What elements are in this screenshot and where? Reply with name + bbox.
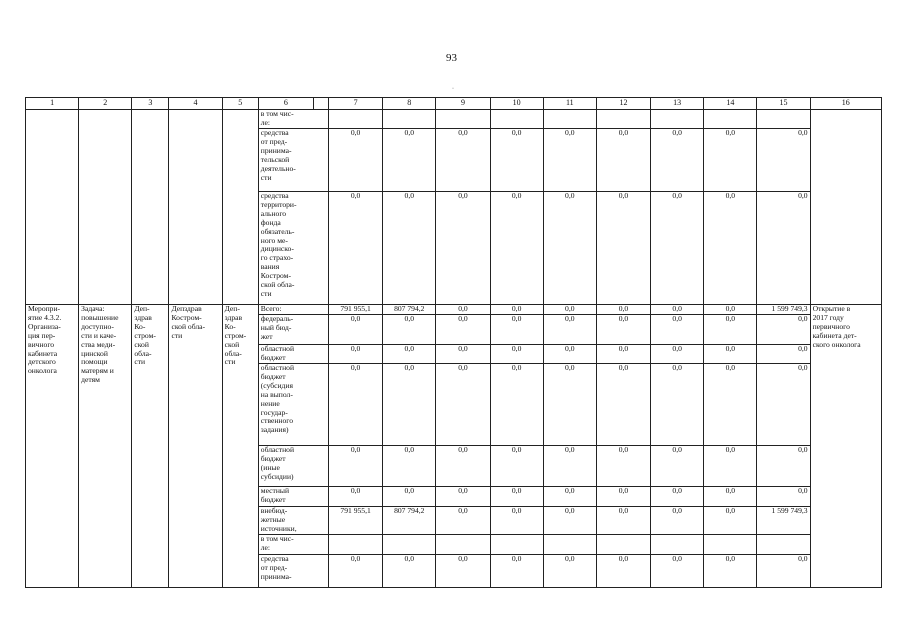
value-cell: 0,0 (329, 555, 383, 588)
cell-line: стром- (224, 330, 247, 340)
value-cell: 0,0 (596, 507, 650, 535)
value-cell: 0,0 (757, 345, 810, 364)
value-cell (757, 110, 810, 129)
value-cell: 0,0 (383, 129, 436, 192)
value-cell: 0,0 (543, 192, 596, 305)
value-cell: 0,0 (596, 345, 650, 364)
column-header: 9 (436, 98, 490, 110)
value-cell: 0,0 (757, 192, 810, 305)
value-cell: 0,0 (596, 364, 650, 446)
scan-dot: · (452, 86, 454, 92)
value-cell: 0,0 (490, 192, 543, 305)
blank-cell (169, 110, 222, 305)
cell-line: ле: (260, 542, 271, 552)
blank-cell (79, 110, 132, 305)
cell-line: бюджет (260, 352, 286, 362)
cell-line: ле: (260, 117, 271, 127)
value-cell: 791 955,1 (329, 507, 383, 535)
cell-line: Костром- (171, 312, 202, 322)
cell-line: ный бюд- (260, 322, 292, 332)
cell-line: обла- (224, 348, 242, 358)
row-label (258, 364, 328, 446)
cell-line: ственного (260, 416, 294, 426)
row-label (258, 446, 328, 487)
value-cell: 1 599 749,3 (757, 507, 810, 535)
cell-line: принима- (260, 571, 292, 581)
value-cell: 0,0 (383, 555, 436, 588)
row-label (258, 555, 328, 588)
cell-line: Костром- (260, 271, 292, 281)
value-cell: 0,0 (329, 315, 383, 345)
cell-line: ской (224, 339, 240, 349)
cell-line: средства (260, 554, 289, 563)
cell-line: средства (260, 191, 289, 200)
cell-line: нение (260, 398, 280, 408)
cell-line: областной (260, 363, 295, 372)
cell-line: Ко- (134, 321, 146, 331)
cell-line: доступно- (81, 321, 114, 331)
row-label (258, 535, 328, 555)
column-header: 14 (704, 98, 757, 110)
value-cell: 0,0 (704, 345, 757, 364)
cell-line: повышение (81, 312, 119, 322)
column-header: 12 (596, 98, 650, 110)
cell-line: принима- (260, 145, 292, 155)
cell-line: обязатель- (260, 226, 295, 236)
cell-line: от пред- (260, 136, 288, 146)
blank-cell (222, 110, 258, 305)
cell-line: субсидии) (260, 471, 294, 481)
cell-line: онколога (28, 366, 57, 376)
cell-line: здрав (224, 312, 243, 322)
column-header: 11 (543, 98, 596, 110)
cell-line: кабинета дет- (812, 330, 857, 340)
value-cell: 0,0 (543, 305, 596, 315)
cell-line: ятие 4.3.2. (28, 312, 62, 322)
budget-table (25, 97, 882, 588)
cell-line: фонда (260, 217, 281, 227)
value-cell: 0,0 (490, 315, 543, 345)
value-cell: 0,0 (436, 446, 490, 487)
value-cell: 0,0 (704, 305, 757, 315)
value-cell: 0,0 (490, 305, 543, 315)
cell-line: Задача: (81, 304, 105, 313)
cell-line: жетные (260, 514, 286, 524)
cell-line: тельской (260, 154, 290, 164)
value-cell: 807 794,2 (383, 305, 436, 315)
row-label (258, 345, 328, 364)
value-cell (596, 110, 650, 129)
cell-line: территори- (260, 199, 297, 209)
value-cell: 0,0 (436, 315, 490, 345)
value-cell: 0,0 (383, 315, 436, 345)
cell-line: (субсидия (260, 380, 293, 390)
cell-line: кабинета (28, 348, 58, 358)
row-label (258, 192, 328, 305)
cell-line: го страхо- (260, 253, 294, 263)
value-cell: 0,0 (490, 345, 543, 364)
cell-line: Организа- (28, 321, 61, 331)
value-cell: 791 955,1 (329, 305, 383, 315)
value-cell: 0,0 (704, 555, 757, 588)
value-cell: 0,0 (651, 192, 704, 305)
cell-line: ного ме- (260, 235, 288, 245)
value-cell: 0,0 (543, 315, 596, 345)
header-row (26, 98, 882, 110)
column-header (313, 98, 328, 110)
value-cell: 0,0 (490, 129, 543, 192)
value-cell: 0,0 (436, 192, 490, 305)
cell-line: ской (134, 339, 149, 349)
column-header: 8 (383, 98, 436, 110)
cell-line: ской обла- (260, 280, 295, 290)
cell-line: первичного (812, 321, 850, 331)
value-cell: 0,0 (651, 446, 704, 487)
value-cell: 0,0 (543, 364, 596, 446)
value-cell: 0,0 (436, 129, 490, 192)
value-cell: 0,0 (490, 364, 543, 446)
cell-line: в том чис- (260, 109, 294, 118)
value-cell (757, 535, 810, 555)
expected-result (810, 305, 881, 588)
value-cell: 0,0 (757, 129, 810, 192)
cell-line: дицинско- (260, 244, 294, 254)
value-cell: 0,0 (757, 364, 810, 446)
column-header: 15 (757, 98, 810, 110)
value-cell (329, 110, 383, 129)
value-cell (543, 535, 596, 555)
cell-line: Деп- (224, 304, 240, 313)
cell-line: Ко- (224, 321, 236, 331)
value-cell (436, 110, 490, 129)
cell-line: детям (81, 375, 100, 385)
table-row (26, 305, 882, 315)
value-cell (704, 535, 757, 555)
value-cell: 0,0 (704, 487, 757, 507)
cell-line: от пред- (260, 562, 288, 572)
cell-line: областной (260, 445, 295, 454)
cell-line: в том чис- (260, 534, 294, 543)
cell-line: бюджет (260, 494, 286, 504)
cell-line: на выпол- (260, 389, 293, 399)
value-cell: 0,0 (383, 345, 436, 364)
cell-line: ция пер- (28, 330, 56, 340)
value-cell: 0,0 (436, 364, 490, 446)
cell-line: вичного (28, 339, 55, 349)
row-label (258, 305, 328, 315)
column-header: 13 (651, 98, 704, 110)
value-cell: 0,0 (704, 446, 757, 487)
cell-line: помощи (81, 357, 108, 367)
value-cell: 0,0 (436, 345, 490, 364)
value-cell: 0,0 (543, 507, 596, 535)
measure-name (26, 305, 79, 588)
cell-line: государ- (260, 407, 288, 417)
value-cell: 0,0 (596, 555, 650, 588)
blank-cell (26, 110, 79, 305)
value-cell: 0,0 (543, 129, 596, 192)
cell-line: местный (260, 486, 290, 495)
value-cell (383, 535, 436, 555)
value-cell: 0,0 (543, 555, 596, 588)
cell-line: бюджет (260, 453, 286, 463)
page-number: 93 (446, 52, 457, 64)
value-cell: 0,0 (704, 192, 757, 305)
column-header: 7 (329, 98, 383, 110)
value-cell: 0,0 (651, 315, 704, 345)
value-cell: 0,0 (329, 345, 383, 364)
cell-line: матерям и (81, 366, 114, 376)
blank-cell (132, 110, 169, 305)
value-cell (436, 535, 490, 555)
cell-line: внебюд- (260, 506, 288, 515)
cell-line: сти (260, 172, 272, 182)
cell-line: средства (260, 128, 289, 137)
cell-line: ского онколога (812, 339, 861, 349)
value-cell: 0,0 (704, 364, 757, 446)
value-cell: 0,0 (596, 305, 650, 315)
value-cell: 0,0 (704, 129, 757, 192)
cell-line: Открытие в (812, 304, 851, 313)
cell-line: деятельно- (260, 163, 296, 173)
value-cell (329, 535, 383, 555)
value-cell (596, 535, 650, 555)
value-cell: 0,0 (329, 192, 383, 305)
cell-line: обла- (134, 348, 152, 358)
value-cell (383, 110, 436, 129)
cell-line: сти (260, 288, 272, 298)
value-cell: 0,0 (704, 507, 757, 535)
cell-line: ской обла- (171, 321, 206, 331)
value-cell: 0,0 (757, 446, 810, 487)
value-cell: 807 794,2 (383, 507, 436, 535)
value-cell: 0,0 (704, 315, 757, 345)
cell-line: областной (260, 344, 295, 353)
value-cell: 0,0 (490, 507, 543, 535)
value-cell: 0,0 (596, 315, 650, 345)
value-cell: 0,0 (651, 129, 704, 192)
cell-line: 2017 году (812, 312, 844, 322)
column-header: 5 (222, 98, 258, 110)
column-header: 4 (169, 98, 222, 110)
value-cell: 0,0 (329, 364, 383, 446)
value-cell: 0,0 (651, 305, 704, 315)
value-cell (651, 110, 704, 129)
value-cell (490, 110, 543, 129)
column-header: 6 (258, 98, 313, 110)
cell-line: вания (260, 262, 280, 272)
row-label (258, 110, 328, 129)
value-cell: 0,0 (596, 446, 650, 487)
value-cell: 0,0 (596, 192, 650, 305)
cell-line: жет (260, 331, 273, 341)
value-cell: 0,0 (757, 315, 810, 345)
value-cell: 0,0 (436, 487, 490, 507)
cell-line: ального (260, 208, 287, 218)
value-cell: 0,0 (596, 129, 650, 192)
cell-line: сти (224, 357, 236, 367)
column-header: 1 (26, 98, 79, 110)
value-cell: 0,0 (651, 555, 704, 588)
value-cell: 0,0 (543, 345, 596, 364)
value-cell (704, 110, 757, 129)
cell-line: детского (28, 357, 56, 367)
value-cell: 0,0 (651, 507, 704, 535)
executor-cell (169, 305, 222, 588)
value-cell: 0,0 (490, 446, 543, 487)
cell-line: Депздрав (171, 304, 202, 313)
value-cell: 0,0 (490, 487, 543, 507)
cell-line: ства меди- (81, 339, 116, 349)
blank-cell (810, 110, 881, 305)
cell-line: (иные (260, 462, 280, 472)
executor-cell (132, 305, 169, 588)
value-cell: 0,0 (651, 364, 704, 446)
value-cell (490, 535, 543, 555)
value-cell: 0,0 (383, 487, 436, 507)
cell-line: сти и каче- (81, 330, 117, 340)
row-label (258, 129, 328, 192)
value-cell (543, 110, 596, 129)
cell-line: Деп- (134, 304, 150, 313)
row-label (258, 315, 328, 345)
value-cell: 0,0 (436, 305, 490, 315)
value-cell: 0,0 (329, 129, 383, 192)
value-cell (651, 535, 704, 555)
value-cell: 0,0 (383, 364, 436, 446)
row-label (258, 487, 328, 507)
column-header: 2 (79, 98, 132, 110)
value-cell: 0,0 (596, 487, 650, 507)
value-cell: 0,0 (329, 487, 383, 507)
cell-line: задания) (260, 425, 289, 435)
measure-task (79, 305, 132, 588)
executor-cell (222, 305, 258, 588)
value-cell: 0,0 (329, 446, 383, 487)
value-cell: 0,0 (757, 555, 810, 588)
cell-line: Меропри- (28, 304, 61, 313)
cell-line: федераль- (260, 314, 294, 323)
value-cell: 0,0 (436, 555, 490, 588)
value-cell: 0,0 (543, 487, 596, 507)
cell-line: источники, (260, 523, 297, 533)
column-header: 3 (132, 98, 169, 110)
column-header: 10 (490, 98, 543, 110)
value-cell: 0,0 (490, 555, 543, 588)
value-cell: 0,0 (651, 345, 704, 364)
cell-line: бюджет (260, 371, 286, 381)
value-cell: 0,0 (436, 507, 490, 535)
value-cell: 0,0 (651, 487, 704, 507)
table-row (26, 110, 882, 129)
value-cell: 1 599 749,3 (757, 305, 810, 315)
cell-line: Всего: (260, 304, 282, 313)
value-cell: 0,0 (757, 487, 810, 507)
value-cell: 0,0 (383, 192, 436, 305)
row-label (258, 507, 328, 535)
cell-line: сти (134, 357, 146, 367)
cell-line: стром- (134, 330, 156, 340)
value-cell: 0,0 (543, 446, 596, 487)
value-cell: 0,0 (383, 446, 436, 487)
cell-line: здрав (134, 312, 152, 322)
column-header: 16 (810, 98, 881, 110)
cell-line: сти (171, 330, 183, 340)
cell-line: цинской (81, 348, 108, 358)
